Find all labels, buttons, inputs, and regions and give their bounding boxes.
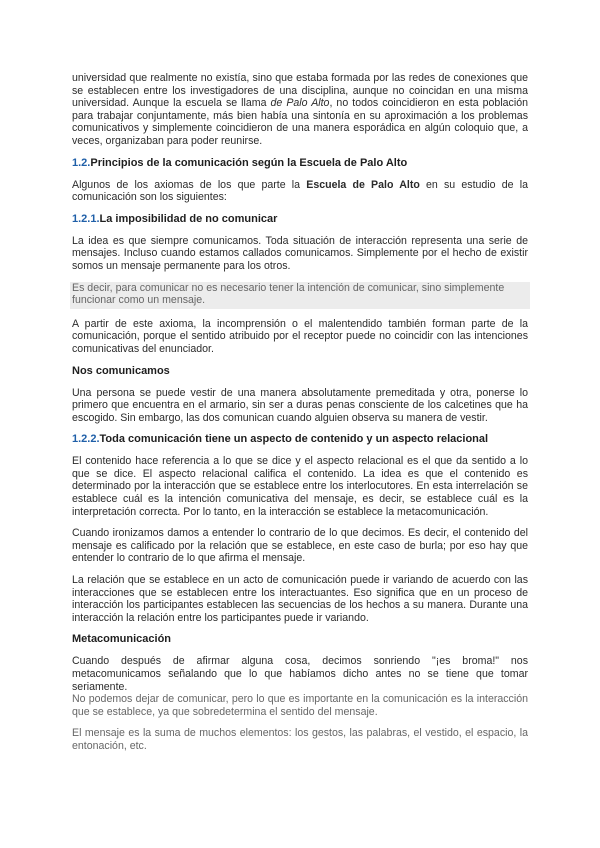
- section-number: 1.2.1.: [72, 212, 100, 225]
- subheading-nos-comunicamos: Nos comunicamos: [72, 364, 170, 377]
- idea-paragraph: La idea es que siempre comunicamos. Toda situación de interacción representa una serie de mensajes. Incluso cuando estamos callados comunicamos. Simplemente por el hecho de existir somos un mensaje permanente para los otros.: [72, 234, 528, 272]
- escuela-bold: Escuela de Palo Alto: [306, 178, 420, 191]
- section-title: Toda comunicación tiene un aspecto de contenido y un aspecto relacional: [99, 433, 489, 446]
- suma-paragraph: El mensaje es la suma de muchos elementos: los gestos, las palabras, el vestido, el espacio, la entonación, etc.: [72, 727, 528, 752]
- section-heading-1-2-1: [72, 213, 528, 226]
- section-number: 1.2.2.: [72, 433, 100, 446]
- section-title: Principios de la comunicación según la Escuela de Palo Alto: [90, 156, 408, 169]
- intro-paragraph: universidad que realmente no existía, sino que estaba formada por las redes de conexiones que se establecen entre los investigadores de una disciplina, aunque no coincidan en una misma universidad. Aunque la escuela se llama de Palo Alto, no todos coincidieron en esta población para trabajar conjuntamente, más bien había una sintonía en su aproximación a los problemas comunicativos y simplemente coincidieron de una manera esporádica en algún coloquio que, a veces, organizaban para poder reunirse.: [72, 72, 528, 147]
- axiomas-paragraph: Algunos de los axiomas de los que parte la Escuela de Palo Alto en su estudio de la comunicación son los siguientes:: [72, 178, 528, 204]
- section-heading-1-2-2: [72, 433, 528, 446]
- no-podemos-paragraph: No podemos dejar de comunicar, pero lo que es importante en la comunicación es la interacción que se establece, ya que sobredetermina el sentido del mensaje.: [72, 693, 528, 718]
- section-title: La imposibilidad de no comunicar: [99, 212, 278, 225]
- subheading-metacomunicacion: Metacomunicación: [72, 633, 172, 646]
- vestir-paragraph: Una persona se puede vestir de una manera absolutamente premeditada y otra, ponerse lo primero que encuentra en el armario, sin ser a duras penas consciente de los calcetines que ha escogido. Sin embargo, las dos comunican cuando alguien observa su manera de vestir.: [72, 386, 528, 424]
- highlight-quote: Es decir, para comunicar no es necesario tener la intención de comunicar, sino simplemente funcionar como un mensaje.: [70, 282, 530, 309]
- document-page: [72, 72, 528, 753]
- contenido-paragraph: El contenido hace referencia a lo que se dice y el aspecto relacional es el que da sentido a lo que se dice. El aspecto relacional califica el contenido. La idea es que el contenido es determinado por la interacción que se establece entre los interlocutores. En esta interrelación se establece cuál es la intención comunicativa del mensaje, es decir, se establece cuál es la interpretación correcta. Por lo tanto, en la interacción se establece la metacomunicación.: [72, 455, 528, 518]
- ironizamos-paragraph: Cuando ironizamos damos a entender lo contrario de lo que decimos. Es decir, el contenido del mensaje es calificado por la relación que se establece, en este caso de burla; por eso hay que entender lo contrario de lo que afirma el mensaje.: [72, 527, 528, 565]
- section-heading-1-2: [72, 157, 528, 170]
- palo-alto-italic: de Palo Alto: [270, 97, 330, 110]
- cuando-paragraph: Cuando después de afirmar alguna cosa, decimos sonriendo "¡es broma!" nos metacomunicamos señalando que lo que habíamos dicho antes no se tiene que tomar seriamente.: [72, 655, 528, 693]
- relacion-paragraph: La relación que se establece en un acto de comunicación puede ir variando de acuerdo con las interacciones que se establecen entre los interactuantes. Eso significa que en un proceso de interacción los participantes establecen las secuencias de los hechos a su manera. Durante una interacción la relación entre los participantes puede ir variando.: [72, 574, 528, 624]
- section-number: 1.2.: [72, 156, 91, 169]
- axioma-paragraph: A partir de este axioma, la incomprensión o el malentendido también forman parte de la comunicación, porque el sentido atribuido por el receptor puede no coincidir con las intenciones comunicativas del enunciador.: [72, 317, 528, 355]
